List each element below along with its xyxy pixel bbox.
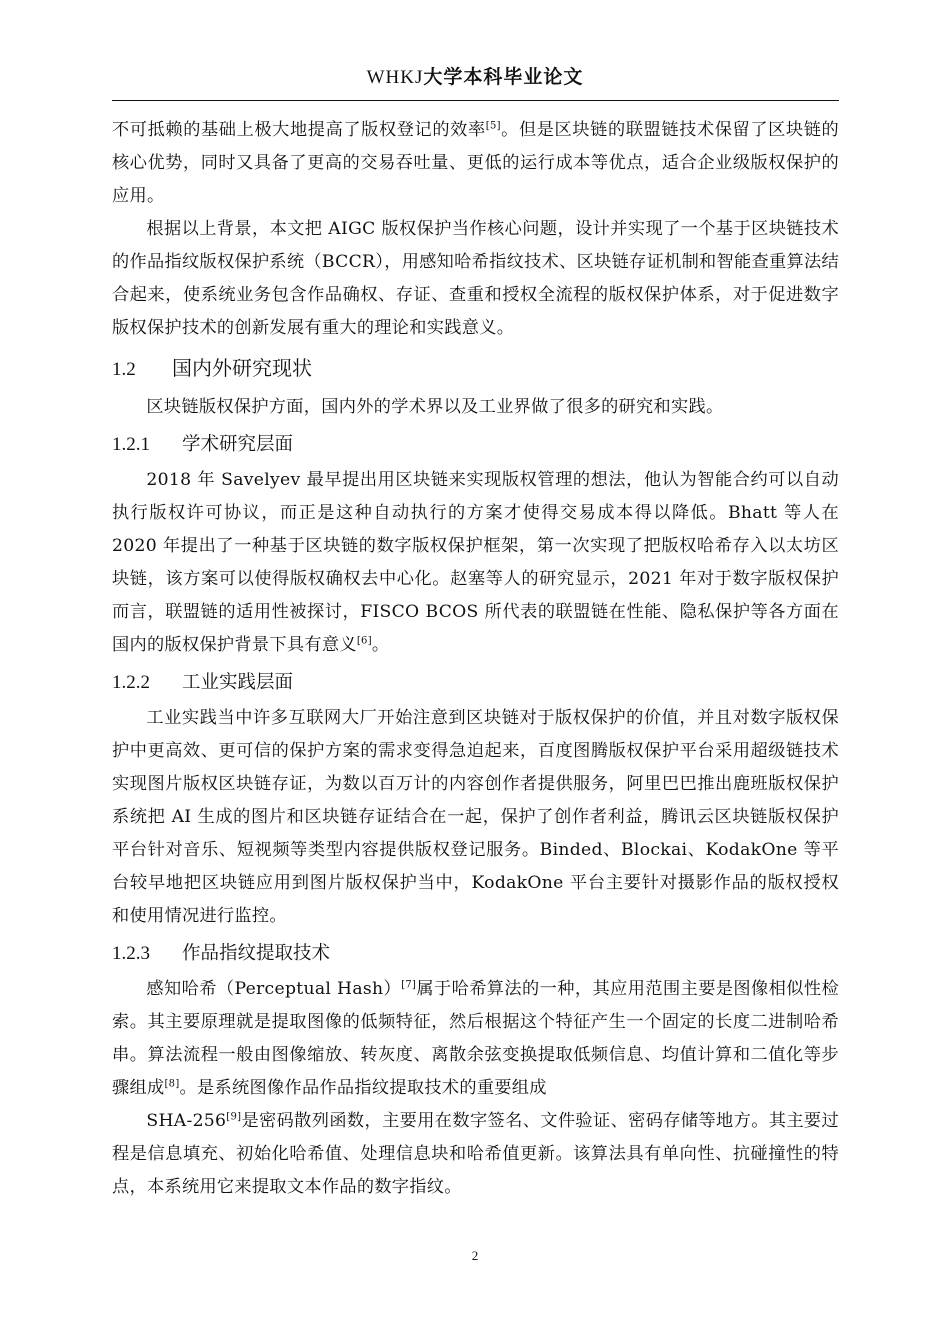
page-body	[112, 114, 839, 1204]
citation: [5]	[485, 120, 501, 132]
paragraph-continued: 不可抵赖的基础上极大地提高了版权登记的效率[5]。但是区块链的联盟链技术保留了区块链的核心优势，同时又具备了更高的交易吞吐量、更低的运行成本等优点，适合企业级版权保护的应用。	[112, 120, 840, 206]
paragraph-sha256: SHA-256[9]是密码散列函数，主要用在数字签名、文件验证、密码存储等地方。其主要过程是信息填充、初始化哈希值、处理信息块和哈希值更新。该算法具有单向性、抗碰撞性的特点，本系统用它来提取文本作品的数字指纹。	[112, 1111, 839, 1197]
section-heading-1-2-1: 1.2.1 学术研究层面	[112, 434, 294, 455]
page-number: 2	[471, 1248, 479, 1263]
citation: [7]	[401, 979, 417, 991]
paragraph-background: 根据以上背景，本文把 AIGC 版权保护当作核心问题，设计并实现了一个基于区块链技术的作品指纹版权保护系统（BCCR），用感知哈希指纹技术、区块链存证机制和智能查重算法结合起来，使系统业务包含作品确权、存证、查重和授权全流程的版权保护体系，对于促进数字版权保护技术的创新发展有重大的理论和实践意义。	[112, 219, 839, 338]
running-header	[112, 62, 838, 89]
paragraph-academic: 2018 年 Savelyev 最早提出用区块链来实现版权管理的想法，他认为智能合约可以自动执行版权许可协议，而正是这种自动执行的方案才使得交易成本得以降低。Bhatt 等人在 2020 年提出了一种基于区块链的数字版权保护框架，第一次实现了把版权哈希存入以太坊区块链，该方案可以使得版权确权去中心化。赵塞等人的研究显示，2021 年对于数字版权保护而言，联盟链的适用性被探讨，FISCO BCOS 所代表的联盟链在性能、隐私保护等各方面在国内的版权保护背景下具有意义[6]。	[112, 470, 839, 655]
paragraph-industry: 工业实践当中许多互联网大厂开始注意到区块链对于版权保护的价值，并且对数字版权保护中更高效、更可信的保护方案的需求变得急迫起来，百度图腾版权保护平台采用超级链技术实现图片版权区块链存证，为数以百万计的内容创作者提供服务，阿里巴巴推出鹿班版权保护系统把 AI 生成的图片和区块链存证结合在一起，保护了创作者利益，腾讯云区块链版权保护平台针对音乐、短视频等类型内容提供版权登记服务。Binded、Blockai、KodakOne 等平台较早地把区块链应用到图片版权保护当中，KodakOne 平台主要针对摄影作品的版权授权和使用情况进行监控。	[112, 708, 839, 926]
citation: [9]	[226, 1111, 242, 1123]
section-heading-1-2-3: 1.2.3 作品指纹提取技术	[112, 943, 331, 964]
paragraph-intro: 区块链版权保护方面，国内外的学术界以及工业界做了很多的研究和实践。	[146, 397, 724, 417]
header-latin: WHKJ	[366, 67, 424, 88]
header-rule	[112, 100, 839, 101]
section-heading-1-2: 1.2 国内外研究现状	[112, 356, 312, 380]
header-title: 大学本科毕业论文	[423, 66, 584, 88]
section-heading-1-2-2: 1.2.2 工业实践层面	[112, 672, 294, 693]
citation: [6]	[356, 635, 372, 647]
citation: [8]	[164, 1078, 180, 1090]
paragraph-phash: 感知哈希（Perceptual Hash）[7]属于哈希算法的一种，其应用范围主要是图像相似性检索。其主要原理就是提取图像的低频特征，然后根据这个特征产生一个固定的长度二进制哈希串。算法流程一般由图像缩放、转灰度、离散余弦变换提取低频信息、均值计算和二值化等步骤组成[8]。是系统图像作品作品指纹提取技术的重要组成	[112, 979, 840, 1098]
